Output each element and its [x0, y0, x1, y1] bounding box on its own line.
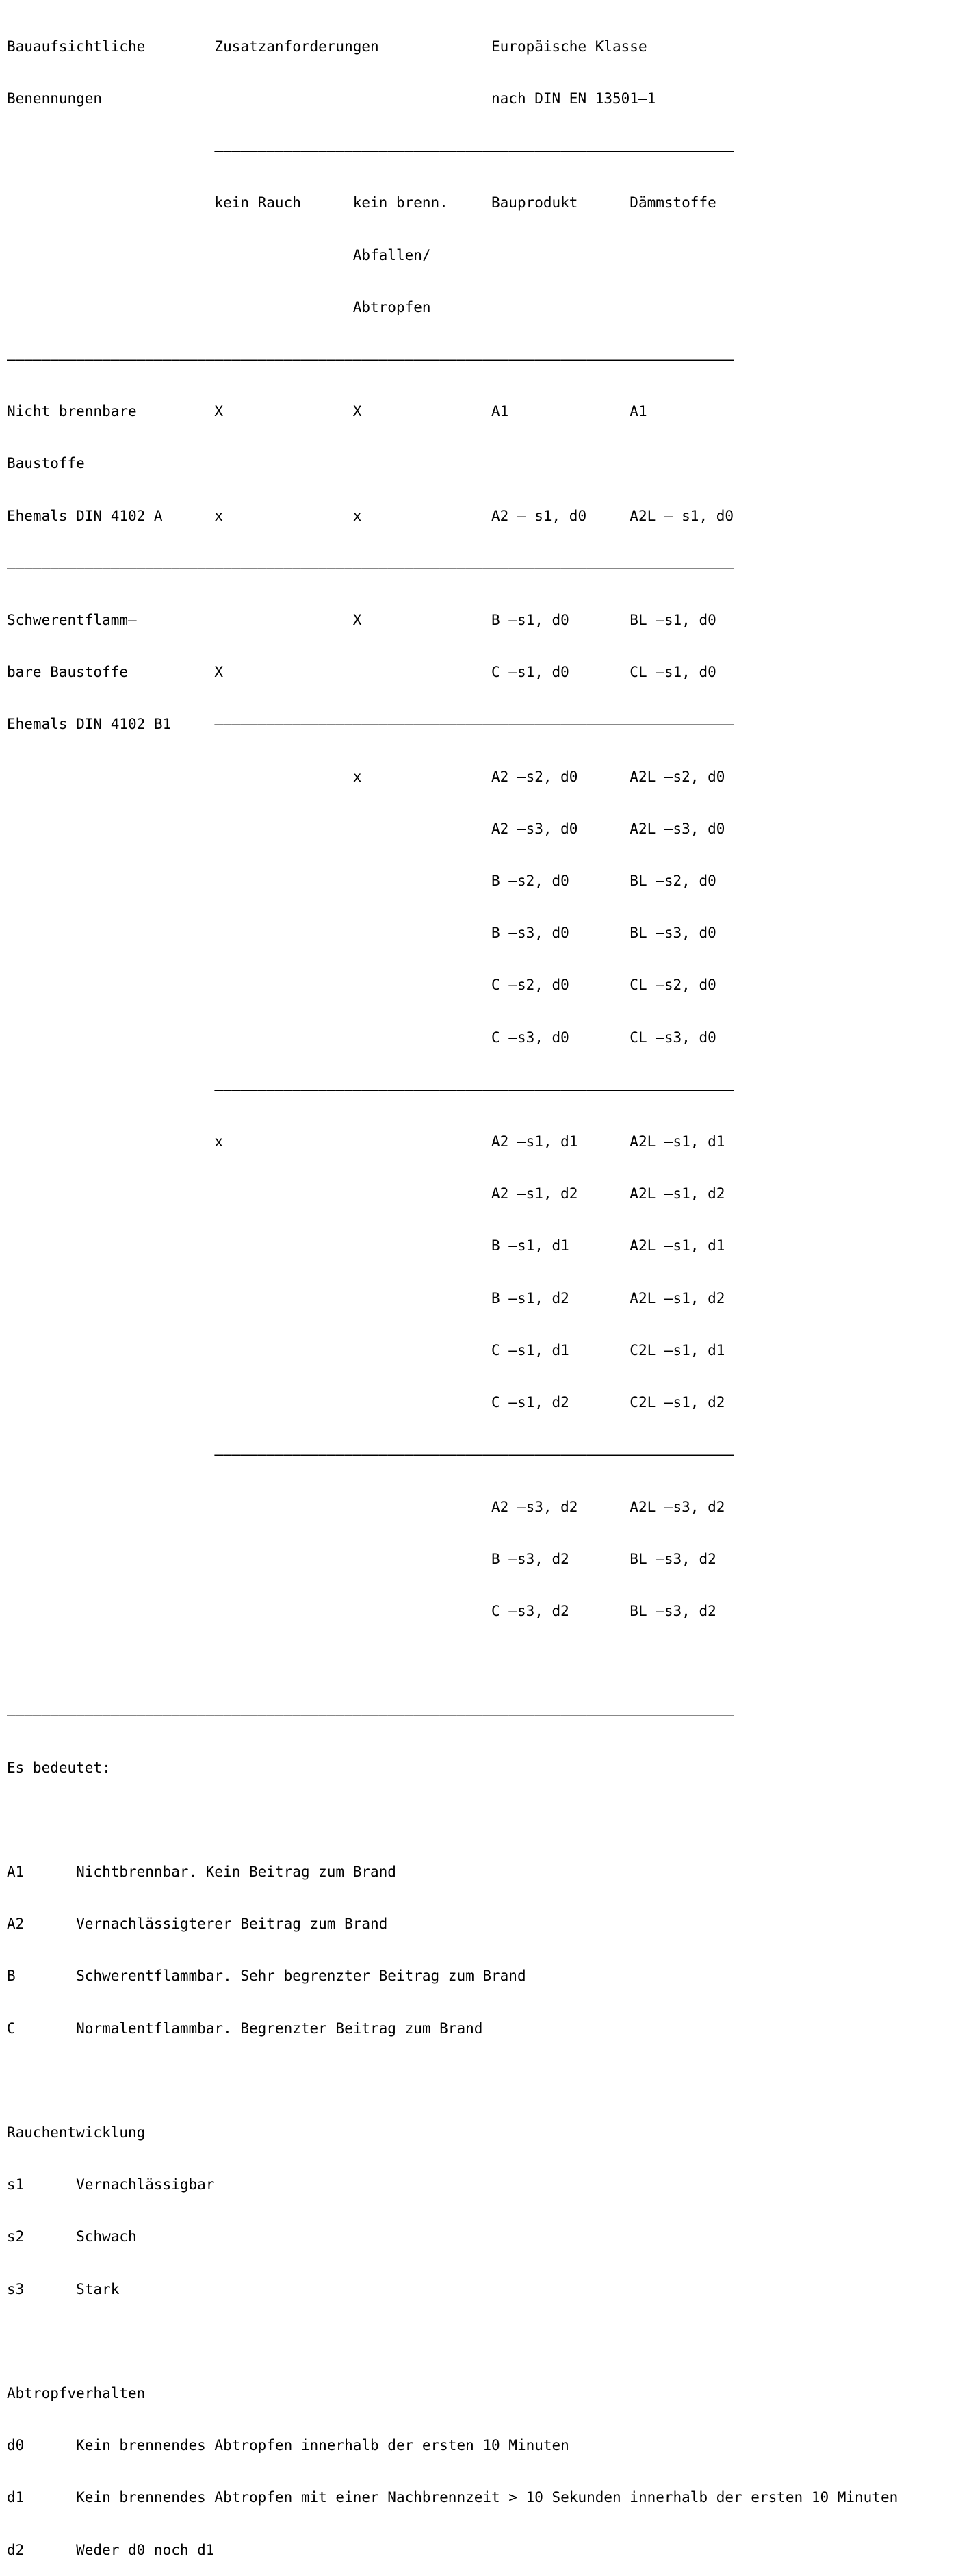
row-schwerentflammbar-1: Schwerentflamm– X B –s1, d0 BL –s1, d0: [7, 612, 716, 629]
column-header-wrap-2: Abtropfen: [7, 298, 431, 315]
column-headers: kein Rauch kein brenn. Bauprodukt Dämmstoffe: [7, 194, 716, 211]
row-s2s3-d0-1: x A2 –s2, d0 A2L –s2, d0: [7, 768, 725, 785]
row-s2s3-d0-6: C –s3, d0 CL –s3, d0: [7, 1029, 716, 1046]
blank-line-3: [7, 2072, 898, 2089]
legend-smoke-heading: Rauchentwicklung: [7, 2124, 146, 2141]
legend-smoke-s3: s3 Stark: [7, 2280, 120, 2297]
subsection-rule-1: ––––––––––––––––––––––––––––––––––––––––––––––––––––––––––––: [7, 1081, 734, 1098]
blank-line-4: [7, 2333, 898, 2350]
legend-dripping-d2: d2 Weder d0 noch d1: [7, 2541, 215, 2558]
legend-intro: Es bedeutet:: [7, 1759, 111, 1776]
row-s2s3-d0-4: B –s3, d0 BL –s3, d0: [7, 925, 716, 942]
row-s2s3-d0-3: B –s2, d0 BL –s2, d0: [7, 873, 716, 890]
row-s1-d1d2-6: C –s1, d2 C2L –s1, d2: [7, 1394, 725, 1411]
row-s3-d2-1: A2 –s3, d2 A2L –s3, d2: [7, 1498, 725, 1515]
legend-class-a1: A1 Nichtbrennbar. Kein Beitrag zum Brand: [7, 1863, 396, 1880]
row-nichtbrennbar-2: Baustoffe: [7, 455, 85, 472]
column-header-wrap-1: Abfallen/: [7, 246, 431, 263]
row-s1-d1d2-4: B –s1, d2 A2L –s1, d2: [7, 1289, 725, 1306]
legend-dripping-heading: Abtropfverhalten: [7, 2384, 146, 2401]
section-divider-rule: ––––––––––––––––––––––––––––––––––––––––––––––––––––––––––––––––––––––––––––––––––––: [7, 559, 734, 576]
table-bottom-rule: ––––––––––––––––––––––––––––––––––––––––––––––––––––––––––––––––––––––––––––––––––––: [7, 1707, 734, 1724]
legend-class-c: C Normalentflammbar. Begrenzter Beitrag zum Brand: [7, 2020, 483, 2037]
legend-smoke-s2: s2 Schwach: [7, 2228, 137, 2245]
table-top-rule: ––––––––––––––––––––––––––––––––––––––––––––––––––––––––––––––––––––––––––––––––––––: [7, 351, 734, 368]
blank-line-2: [7, 1812, 898, 1829]
legend-class-b: B Schwerentflammbar. Sehr begrenzter Beitrag zum Brand: [7, 1968, 526, 1985]
row-s1-d1d2-5: C –s1, d1 C2L –s1, d1: [7, 1341, 725, 1358]
row-s3-d2-2: B –s3, d2 BL –s3, d2: [7, 1550, 716, 1567]
row-schwerentflammbar-3-with-rule: Ehemals DIN 4102 B1 ––––––––––––––––––––––––––––––––––––––––––––––––––––––––––––: [7, 716, 734, 733]
row-s2s3-d0-2: A2 –s3, d0 A2L –s3, d0: [7, 820, 725, 837]
row-s1-d1d2-2: A2 –s1, d2 A2L –s1, d2: [7, 1185, 725, 1202]
table-header-line-1: Bauaufsichtliche Zusatzanforderungen Europäische Klasse: [7, 38, 647, 55]
legend-class-a2: A2 Vernachlässigterer Beitrag zum Brand: [7, 1916, 388, 1933]
legend-dripping-d1: d1 Kein brennendes Abtropfen mit einer Nachbrennzeit > 10 Sekunden innerhalb der ersten 10 Minuten: [7, 2489, 898, 2506]
group-header-rule: ––––––––––––––––––––––––––––––––––––––––––––––––––––––––––––: [7, 142, 734, 159]
row-schwerentflammbar-2: bare Baustoffe X C –s1, d0 CL –s1, d0: [7, 664, 716, 681]
row-s1-d1d2-1: x A2 –s1, d1 A2L –s1, d1: [7, 1133, 725, 1150]
legend-dripping-d0: d0 Kein brennendes Abtropfen innerhalb der ersten 10 Minuten: [7, 2437, 569, 2454]
fire-classification-document: [7, 3, 898, 2576]
row-nichtbrennbar-1: Nicht brennbare X X A1 A1: [7, 403, 647, 420]
row-s3-d2-3: C –s3, d2 BL –s3, d2: [7, 1602, 716, 1619]
subsection-rule-2: ––––––––––––––––––––––––––––––––––––––––––––––––––––––––––––: [7, 1446, 734, 1463]
row-s1-d1d2-3: B –s1, d1 A2L –s1, d1: [7, 1237, 725, 1254]
blank-line-1: [7, 1655, 898, 1672]
table-header-line-2: Benennungen nach DIN EN 13501–1: [7, 90, 656, 107]
row-s2s3-d0-5: C –s2, d0 CL –s2, d0: [7, 977, 716, 994]
row-nichtbrennbar-3: Ehemals DIN 4102 A x x A2 – s1, d0 A2L – s1, d0: [7, 507, 734, 524]
legend-smoke-s1: s1 Vernachlässigbar: [7, 2176, 215, 2193]
